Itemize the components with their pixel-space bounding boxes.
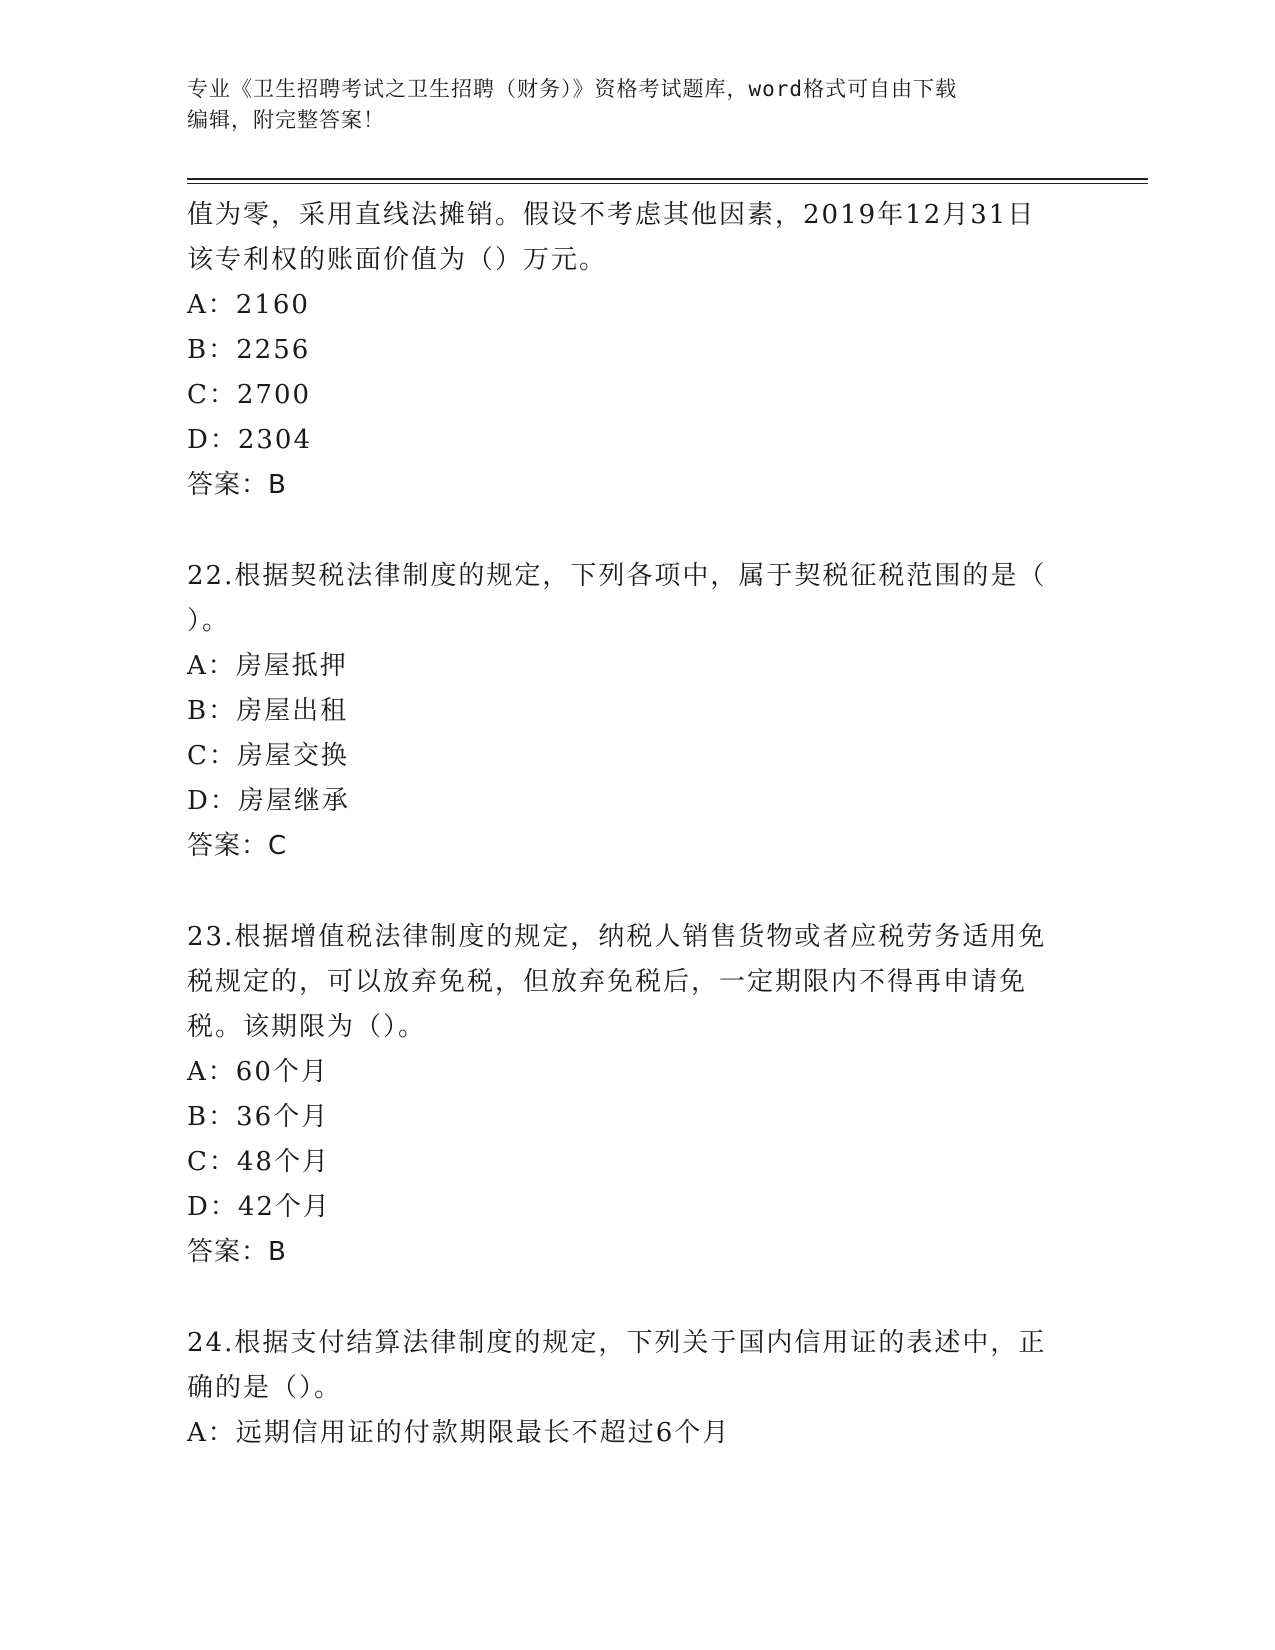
header-line-1: 专业《卫生招聘考试之卫生招聘（财务）》资格考试题库，word格式可自由下载 — [187, 77, 958, 101]
option-d: D：42个月 — [187, 1192, 331, 1222]
header-line-2: 编辑，附完整答案！ — [187, 108, 385, 132]
question-stem-line: 24.根据支付结算法律制度的规定，下列关于国内信用证的表述中，正 — [187, 1328, 1047, 1358]
option-b: B：36个月 — [187, 1102, 330, 1132]
question-stem-line: 该专利权的账面价值为（）万元。 — [187, 245, 608, 275]
question-stem-line: ）。 — [187, 606, 231, 636]
question-stem-line: 税。该期限为（）。 — [187, 1012, 427, 1042]
option-d: D：2304 — [187, 425, 313, 455]
question-24 — [187, 1321, 1087, 1456]
question-stem-line: 确的是（）。 — [187, 1373, 343, 1403]
question-stem-line: 23.根据增值税法律制度的规定，纳税人销售货物或者应税劳务适用免 — [187, 922, 1047, 952]
question-stem-line: 值为零，采用直线法摊销。假设不考虑其他因素，2019年12月31日 — [187, 200, 1036, 230]
option-a: A：60个月 — [187, 1057, 329, 1087]
option-d: D：房屋继承 — [187, 786, 350, 816]
question-21 — [187, 193, 1087, 508]
answer-line: 答案：B — [187, 470, 287, 500]
option-a: A：房屋抵押 — [187, 651, 348, 681]
option-b: B：2256 — [187, 335, 311, 365]
header-rule-thin — [187, 183, 1148, 184]
option-c: C：48个月 — [187, 1147, 330, 1177]
answer-line: 答案：C — [187, 831, 288, 861]
option-a: A：远期信用证的付款期限最长不超过6个月 — [187, 1418, 731, 1448]
header-rule-thick — [187, 178, 1148, 180]
option-a: A：2160 — [187, 290, 310, 320]
answer-line: 答案：B — [187, 1237, 287, 1267]
question-stem-line: 税规定的，可以放弃免税，但放弃免税后，一定期限内不得再申请免 — [187, 967, 1028, 997]
question-23 — [187, 915, 1087, 1275]
option-c: C：2700 — [187, 380, 312, 410]
option-b: B：房屋出租 — [187, 696, 349, 726]
option-c: C：房屋交换 — [187, 741, 349, 771]
question-list — [187, 193, 1087, 1456]
question-stem-line: 22.根据契税法律制度的规定，下列各项中，属于契税征税范围的是（ — [187, 561, 1047, 591]
document-header — [187, 74, 1087, 136]
question-22 — [187, 554, 1087, 869]
